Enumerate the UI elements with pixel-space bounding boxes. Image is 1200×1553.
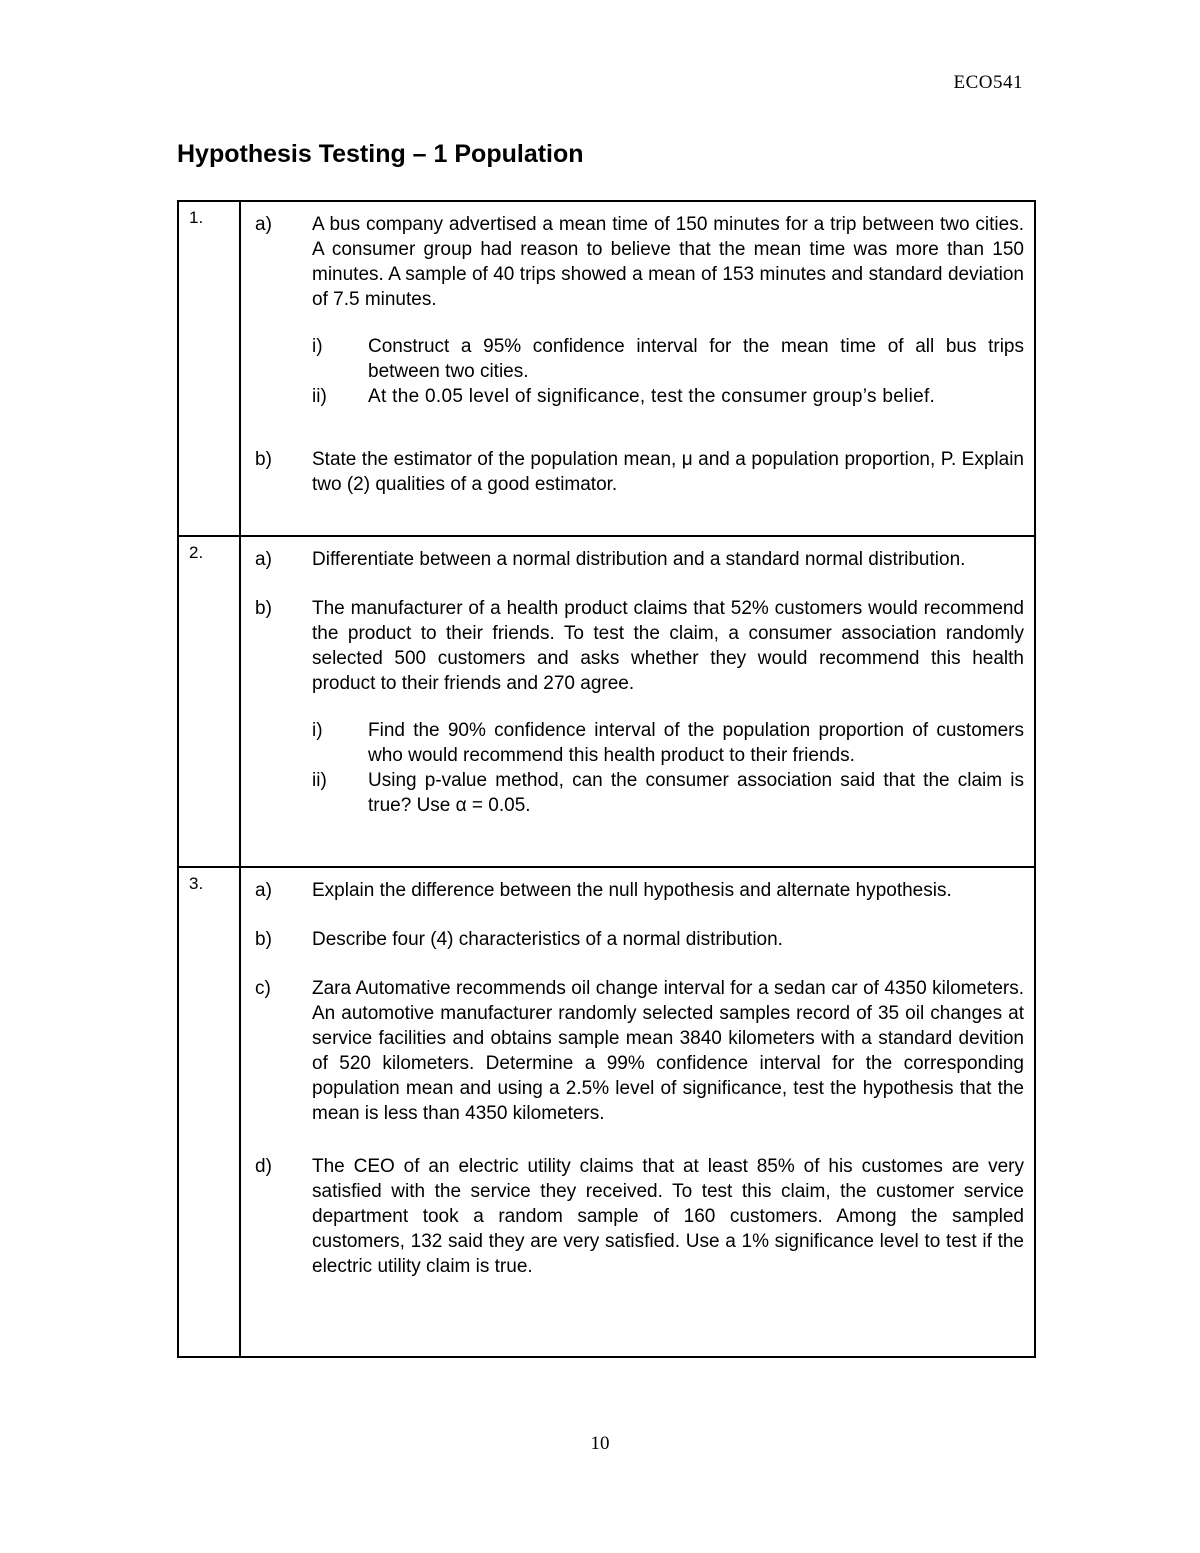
question-body [240, 536, 1035, 867]
question-row [178, 201, 1035, 536]
subpart-label: i) [312, 336, 323, 357]
question-part [241, 976, 1024, 1126]
question-number: 1. [178, 201, 240, 536]
subpart-list [312, 718, 1024, 818]
part-label: b) [255, 449, 272, 470]
question-part [241, 1154, 1024, 1279]
part-label: d) [255, 1156, 272, 1177]
part-text: The manufacturer of a health product claims that 52% customers would recommend the product to their friends. To test the claim, a consumer association randomly selected 500 customers and asks whether they would recommend this health product to their friends and 270 agree. [312, 598, 1024, 694]
part-text: Explain the difference between the null hypothesis and alternate hypothesis. [312, 880, 952, 901]
question-part [241, 547, 1024, 572]
course-code: ECO541 [953, 72, 1023, 93]
subpart [312, 334, 1024, 384]
part-label: c) [255, 978, 271, 999]
part-label: a) [255, 549, 272, 570]
subpart-label: ii) [312, 386, 327, 407]
part-label: a) [255, 880, 272, 901]
question-row [178, 867, 1035, 1357]
question-row [178, 536, 1035, 867]
part-label: b) [255, 598, 272, 619]
question-body [240, 201, 1035, 536]
part-text: A bus company advertised a mean time of 150 minutes for a trip between two cities. A consumer group had reason to believe that the mean time was more than 150 minutes. A sample of 40 trips showed a mean of 153 minutes and standard deviation of 7.5 minutes. [312, 214, 1024, 310]
part-content [312, 212, 1024, 409]
part-content [312, 596, 1024, 818]
part-text: Zara Automative recommends oil change interval for a sedan car of 4350 kilometers. An automotive manufacturer randomly selected samples record of 35 oil changes at service facilities and obtains sample mean 3840 kilometers with a standard devition of 520 kilometers. Determine a 99% confidence interval for the corresponding population mean and using a 2.5% level of significance, test the hypothesis that the mean is less than 4350 kilometers. [312, 978, 1024, 1124]
subpart-text: Construct a 95% confidence interval for the mean time of all bus trips between two cities. [368, 336, 1024, 382]
subpart [312, 384, 1024, 409]
question-part [241, 212, 1024, 409]
question-part [241, 447, 1024, 497]
question-body [240, 867, 1035, 1357]
subpart-label: i) [312, 720, 323, 741]
subpart-text: Using p-value method, can the consumer association said that the claim is true? Use α = 0.05. [368, 770, 1024, 816]
question-part [241, 878, 1024, 903]
subpart-text: Find the 90% confidence interval of the population proportion of customers who would recommend this health product to their friends. [368, 720, 1024, 766]
part-text: The CEO of an electric utility claims that at least 85% of his customes are very satisfied with the service they received. To test this claim, the customer service department took a random sample of 160 customers. Among the sampled customers, 132 said they are very satisfied. Use a 1% significance level to test if the electric utility claim is true. [312, 1156, 1024, 1277]
part-label: a) [255, 214, 272, 235]
question-part [241, 596, 1024, 818]
part-text: Describe four (4) characteristics of a normal distribution. [312, 929, 783, 950]
part-text: Differentiate between a normal distribution and a standard normal distribution. [312, 549, 966, 570]
part-label: b) [255, 929, 272, 950]
question-number: 3. [178, 867, 240, 1357]
page-number: 10 [590, 1433, 610, 1454]
subpart [312, 768, 1024, 818]
page-title: Hypothesis Testing – 1 Population [177, 140, 584, 168]
question-part [241, 927, 1024, 952]
subpart-label: ii) [312, 770, 327, 791]
part-text: State the estimator of the population mean, μ and a population proportion, P. Explain two (2) qualities of a good estimator. [312, 449, 1024, 495]
question-number: 2. [178, 536, 240, 867]
subpart-list [312, 334, 1024, 409]
questions-table [177, 200, 1036, 1358]
subpart-text: At the 0.05 level of significance, test the consumer group’s belief. [368, 386, 936, 407]
subpart [312, 718, 1024, 768]
